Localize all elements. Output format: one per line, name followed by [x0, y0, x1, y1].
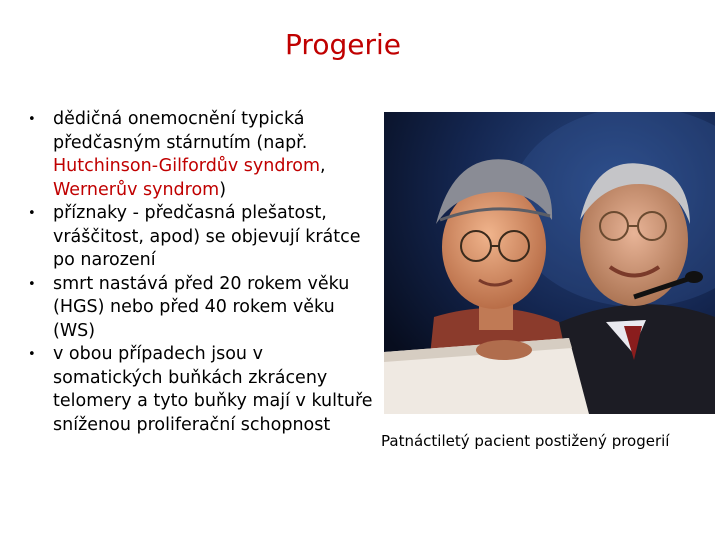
bullet-item	[28, 273, 373, 344]
bullet-text: ,	[320, 156, 326, 176]
bullet-dot-icon: •	[28, 347, 36, 362]
progeria-patient-photo	[384, 112, 715, 414]
bullet-text: dědičná onemocnění typická předčasným stárnutím (např.	[53, 109, 308, 153]
bullet-text: v obou případech jsou v somatických buňkách zkráceny telomery a tyto buňky mají v kultuře sníženou proliferační schopnost	[53, 344, 373, 435]
bullet-text: smrt nastává před 20 rokem věku (HGS) nebo před 40 rokem věku (WS)	[53, 273, 350, 341]
photo-caption: Patnáctiletý pacient postižený progerií	[381, 432, 670, 450]
bullet-text: )	[219, 179, 227, 200]
bullet-item	[28, 108, 373, 202]
slide-title: Progerie	[285, 28, 401, 61]
bullet-item	[28, 202, 373, 273]
bullet-dot-icon: •	[28, 206, 36, 221]
werner-link[interactable]: Wernerův syndrom	[53, 179, 220, 200]
bullet-dot-icon: •	[28, 276, 36, 292]
hutchinson-gilford-link[interactable]: Hutchinson-Gilfordův syndrom	[53, 156, 321, 176]
bullet-list	[28, 108, 373, 437]
bullet-dot-icon: •	[28, 112, 36, 127]
bullet-item	[28, 343, 373, 437]
bullet-text: příznaky - předčasná plešatost, vráščitost, apod) se objevují krátce po narození	[53, 203, 361, 270]
